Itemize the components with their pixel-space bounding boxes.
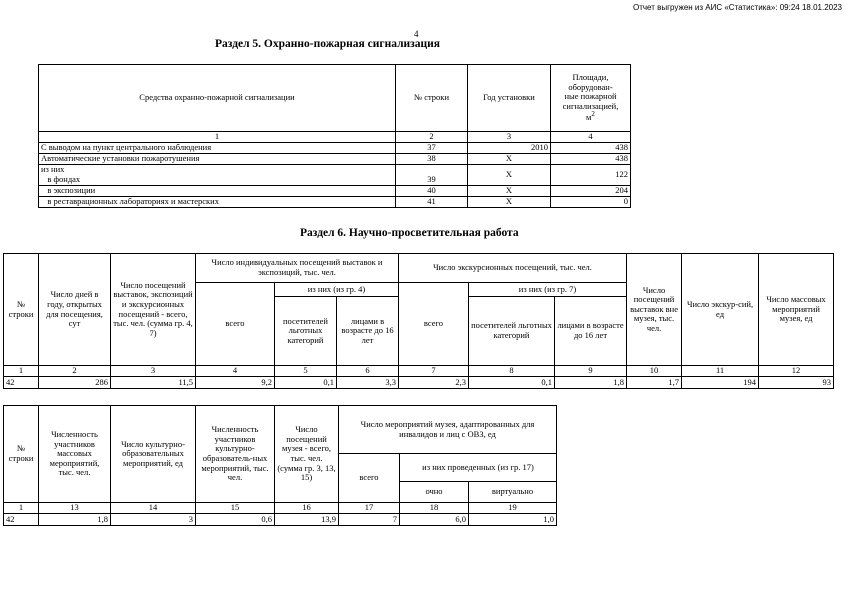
- export-note: Отчет выгружен из АИС «Статистика»: 09:24 18.01.2023: [632, 3, 842, 12]
- header-excursion: Число экскурсионных посещений, тыс. чел.: [399, 254, 627, 283]
- header-mass-events: Число массовых мероприятий музея, ед: [759, 254, 834, 366]
- header-total: всего: [339, 454, 400, 503]
- area-unit-sup: 2: [591, 110, 595, 119]
- col-num: 12: [759, 366, 834, 377]
- header-privileged: посетителей льготных категорий: [469, 297, 555, 366]
- col-num: 2: [396, 132, 468, 143]
- header-under16: лицами в возрасте до 16 лет: [337, 297, 399, 366]
- area-unit: м: [586, 112, 592, 123]
- cell-value: 194: [682, 377, 759, 389]
- row-code: 40: [396, 185, 468, 196]
- table-header-row: [4, 406, 557, 454]
- col-num: 11: [682, 366, 759, 377]
- table-row: [39, 185, 631, 196]
- table-header-row: [4, 254, 834, 283]
- row-name-text: в экспозиции: [47, 185, 96, 195]
- row-code: 42: [4, 514, 39, 526]
- header-of-which-4: из них (из гр. 4): [275, 283, 399, 297]
- col-number-row: [4, 503, 557, 514]
- area-line-1: Площади,: [572, 72, 609, 83]
- header-excursions-count: Число экскур-сий, ед: [682, 254, 759, 366]
- header-visits-total: Число посещений выставок, экспозиций и экскурсионных посещений - всего, тыс. чел. (сумма гр. 4, 7): [111, 254, 196, 366]
- cell-value: 0,6: [196, 514, 275, 526]
- row-name: Автоматические установки пожаротушения: [39, 153, 396, 164]
- row-area: 438: [551, 153, 631, 164]
- area-line-2: оборудован-: [568, 81, 613, 92]
- cell-value: 13,9: [275, 514, 339, 526]
- col-num: 13: [39, 503, 111, 514]
- cell-value: 1,7: [627, 377, 682, 389]
- education-table-1: [3, 253, 834, 389]
- col-num: 9: [555, 366, 627, 377]
- cell-value: 1,8: [555, 377, 627, 389]
- col-num: 4: [551, 132, 631, 143]
- col-num: 6: [337, 366, 399, 377]
- table-row: [39, 196, 631, 207]
- header-row-no: № строки: [4, 254, 39, 366]
- cell-value: 93: [759, 377, 834, 389]
- col-num: 3: [111, 366, 196, 377]
- col-num: 1: [4, 503, 39, 514]
- header-cultural-participants: Численность участников культурно-образователь-ных мероприятий, тыс. чел.: [196, 406, 275, 503]
- header-under16: лицами в возрасте до 16 лет: [555, 297, 627, 366]
- header-virtual: виртуально: [469, 482, 557, 503]
- header-participants: Численность участников массовых мероприятий, тыс. чел.: [39, 406, 111, 503]
- row-name: [39, 164, 396, 185]
- col-num: 4: [196, 366, 275, 377]
- section5-title: Раздел 5. Охранно-пожарная сигнализация: [215, 38, 441, 50]
- cell-value: 1,0: [469, 514, 557, 526]
- row-name: С выводом на пункт центрального наблюдения: [39, 142, 396, 153]
- cell-value: 9,2: [196, 377, 275, 389]
- col-number-row: [4, 366, 834, 377]
- header-adapted: Число мероприятий музея, адаптированных для инвалидов и лиц с ОВЗ, ед: [339, 406, 557, 454]
- cell-value: 0,1: [469, 377, 555, 389]
- area-line-3: ные пожарной: [564, 91, 617, 102]
- col-num: 5: [275, 366, 337, 377]
- section6-title: Раздел 6. Научно-просветительная работа: [300, 227, 519, 239]
- col-num: 2: [39, 366, 111, 377]
- row-code: 37: [396, 142, 468, 153]
- row-code: 38: [396, 153, 468, 164]
- table-row: [39, 164, 631, 185]
- cell-value: 11,5: [111, 377, 196, 389]
- area-line-4: сигнализацией,: [562, 100, 619, 111]
- row-year: X: [468, 164, 551, 185]
- header-row-no: № строки: [396, 65, 468, 132]
- cell-value: 6,0: [400, 514, 469, 526]
- header-total: всего: [196, 283, 275, 366]
- row-name: [39, 196, 396, 207]
- row-area: 122: [551, 164, 631, 185]
- col-num: 3: [468, 132, 551, 143]
- row-year: X: [468, 153, 551, 164]
- col-num: 17: [339, 503, 400, 514]
- col-num: 1: [39, 132, 396, 143]
- col-num: 16: [275, 503, 339, 514]
- col-num: 10: [627, 366, 682, 377]
- col-num: 18: [400, 503, 469, 514]
- col-num: 14: [111, 503, 196, 514]
- row-year: 2010: [468, 142, 551, 153]
- row-area: 204: [551, 185, 631, 196]
- cell-value: 3: [111, 514, 196, 526]
- row-name-top: из них: [41, 164, 65, 174]
- header-row-no: № строки: [4, 406, 39, 503]
- cell-value: 7: [339, 514, 400, 526]
- header-means: Средства охранно-пожарной сигнализации: [39, 65, 396, 132]
- row-area: 0: [551, 196, 631, 207]
- row-name-text: в реставрационных лабораториях и мастерских: [47, 196, 219, 206]
- header-total: всего: [399, 283, 469, 366]
- table-row: [4, 377, 834, 389]
- header-outside: Число посещений выставок вне музея, тыс. чел.: [627, 254, 682, 366]
- cell-value: 0,1: [275, 377, 337, 389]
- header-in-person: очно: [400, 482, 469, 503]
- header-of-which-7: из них (из гр. 7): [469, 283, 627, 297]
- cell-value: 1,8: [39, 514, 111, 526]
- cell-value: 3,3: [337, 377, 399, 389]
- row-area: 438: [551, 142, 631, 153]
- header-privileged: посетителей льготных категорий: [275, 297, 337, 366]
- row-name: [39, 185, 396, 196]
- row-code: 42: [4, 377, 39, 389]
- row-year: X: [468, 185, 551, 196]
- table-row: [39, 142, 631, 153]
- header-days-open: Число дней в году, открытых для посещения, сут: [39, 254, 111, 366]
- header-visits-total: Число посещений музея - всего, тыс. чел. (сумма гр. 3, 13, 15): [275, 406, 339, 503]
- col-num: 19: [469, 503, 557, 514]
- col-number-row: [39, 132, 631, 143]
- table-row: [4, 514, 557, 526]
- row-code: 41: [396, 196, 468, 207]
- row-code: 39: [396, 164, 468, 185]
- header-year: Год установки: [468, 65, 551, 132]
- row-name-sub: в фондах: [47, 173, 81, 184]
- education-table-2: [3, 405, 557, 526]
- cell-value: 2,3: [399, 377, 469, 389]
- table-row: [39, 153, 631, 164]
- fire-alarm-table: [38, 64, 631, 208]
- col-num: 7: [399, 366, 469, 377]
- header-of-which-17: из них проведенных (из гр. 17): [400, 454, 557, 482]
- col-num: 1: [4, 366, 39, 377]
- header-area: [551, 65, 631, 132]
- header-cultural-events: Число культурно-образовательных мероприятий, ед: [111, 406, 196, 503]
- header-individual: Число индивидуальных посещений выставок и экспозиций, тыс. чел.: [196, 254, 399, 283]
- cell-value: 286: [39, 377, 111, 389]
- col-num: 15: [196, 503, 275, 514]
- table-header-row: [39, 65, 631, 132]
- row-year: X: [468, 196, 551, 207]
- page-number: 4: [414, 29, 419, 39]
- col-num: 8: [469, 366, 555, 377]
